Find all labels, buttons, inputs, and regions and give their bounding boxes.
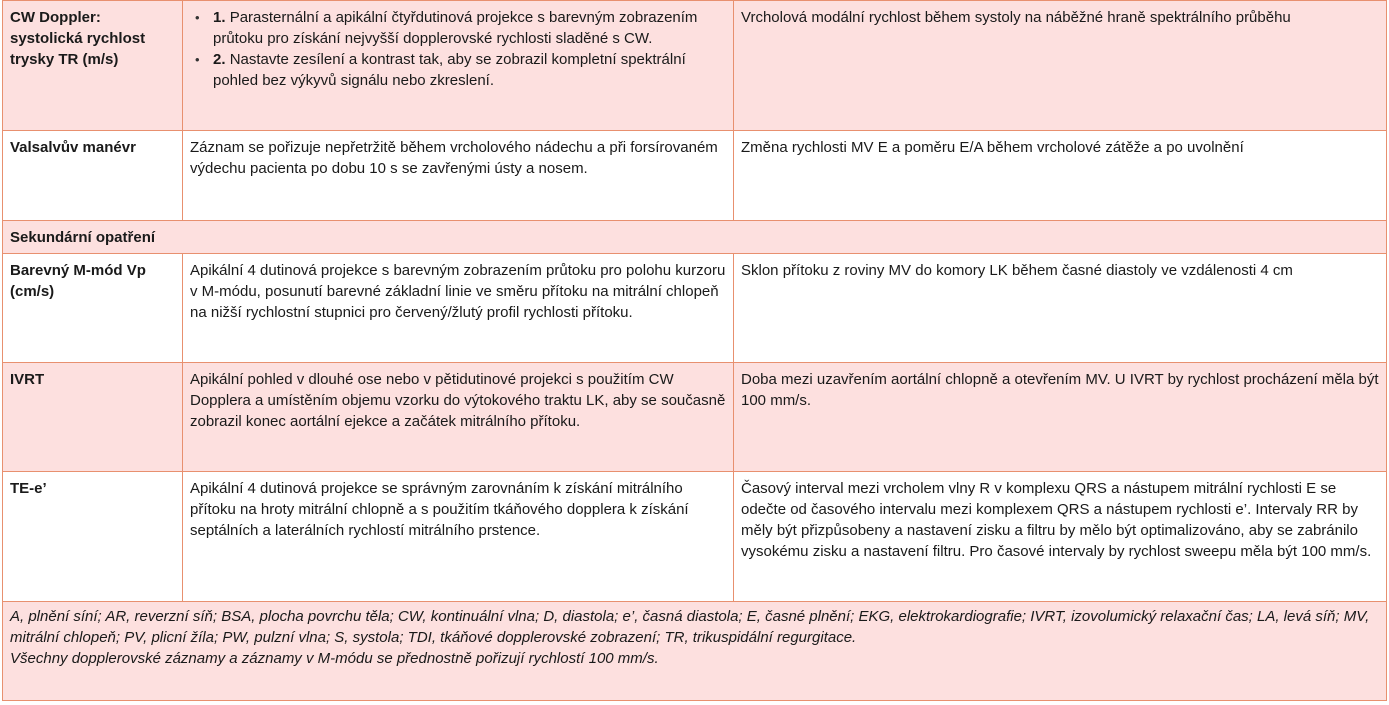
measurement-cell: Sklon přítoku z roviny MV do komory LK během časné diastoly ve vzdálenosti 4 cm [734,254,1387,363]
footnote-cell [3,602,1387,701]
acquisition-cell: Apikální pohled v dlouhé ose nebo v pětidutinové projekci s použitím CW Dopplera a umístěním objemu vzorku do výtokového traktu LK, aby se současně zobrazil konec aortální ejekce a začátek mitrálního přítoku. [183,363,734,472]
steps-list [190,7,727,91]
footnote-row [3,602,1387,701]
step-text: Nastavte zesílení a kontrast tak, aby se zobrazil kompletní spektrální pohled bez výkyvů signálu nebo zkreslení. [213,51,686,89]
table-row [3,363,1387,472]
recording-speed-note: Všechny dopplerovské záznamy a záznamy v M-módu se přednostně pořizují rychlostí 100 mm/s. [10,650,659,667]
list-item [213,49,727,91]
row-label: Barevný M-mód Vp (cm/s) [3,254,183,363]
step-number: 1. [213,9,226,26]
row-label: IVRT [3,363,183,472]
measurement-cell: Změna rychlosti MV E a poměru E/A během vrcholové zátěže a po uvolnění [734,131,1387,221]
acquisition-cell: Apikální 4 dutinová projekce s barevným zobrazením průtoku pro polohu kurzoru v M-módu, posunutí barevné základní linie ve směru přítoku na mitrální chlopeň na nižší rychlostní stupnici pro červený/žlutý profil rychlosti přítoku. [183,254,734,363]
section-row [3,221,1387,254]
row-label: TE-e’ [3,472,183,602]
acquisition-cell: Záznam se pořizuje nepřetržitě během vrcholového nádechu a při forsírovaném výdechu pacienta po dobu 10 s se zavřenými ústy a nosem. [183,131,734,221]
table-row [3,131,1387,221]
row-label: CW Doppler: systolická rychlost trysky TR (m/s) [3,1,183,131]
measurement-cell: Doba mezi uzavřením aortální chlopně a otevřením MV. U IVRT by rychlost procházení měla být 100 mm/s. [734,363,1387,472]
measurement-cell: Vrcholová modální rychlost během systoly na náběžné hraně spektrálního průběhu [734,1,1387,131]
table-row [3,1,1387,131]
step-number: 2. [213,51,226,68]
step-text: Parasternální a apikální čtyřdutinová projekce s barevným zobrazením průtoku pro získání nejvyšší dopplerovské rychlosti sladěné s CW. [213,9,698,47]
section-heading: Sekundární opatření [3,221,1387,254]
acquisition-cell: Apikální 4 dutinová projekce se správným zarovnáním k získání mitrálního přítoku na hroty mitrální chlopně a s použitím tkáňového dopplera k získání septálních a laterálních rychlostí mitrálního prstence. [183,472,734,602]
table-row [3,254,1387,363]
measurement-cell: Časový interval mezi vrcholem vlny R v komplexu QRS a nástupem mitrální rychlosti E se odečte od časového intervalu mezi komplexem QRS a nástupem rychlosti e’. Intervaly RR by měly být přizpůsobeny a nastavení zisku a filtru by mělo být optimalizováno, aby se zabránilo vysokému zisku a nastavení filtru. Pro časové intervaly by rychlost sweepu měla být 100 mm/s. [734,472,1387,602]
acquisition-cell [183,1,734,131]
abbreviations-note: A, plnění síní; AR, reverzní síň; BSA, plocha povrchu těla; CW, kontinuální vlna; D, diastola; e’, časná diastola; E, časné plnění; EKG, elektrokardiografie; IVRT, izovolumický relaxační čas; LA, levá síň; MV, mitrální chlopeň; PV, plicní žíla; PW, pulzní vlna; S, systola; TDI, tkáňové dopplerovské zobrazení; TR, trikuspidální regurgitace. [10,608,1370,646]
row-label: Valsalvův manévr [3,131,183,221]
protocol-table [2,0,1387,701]
list-item [213,7,727,49]
table-row [3,472,1387,602]
